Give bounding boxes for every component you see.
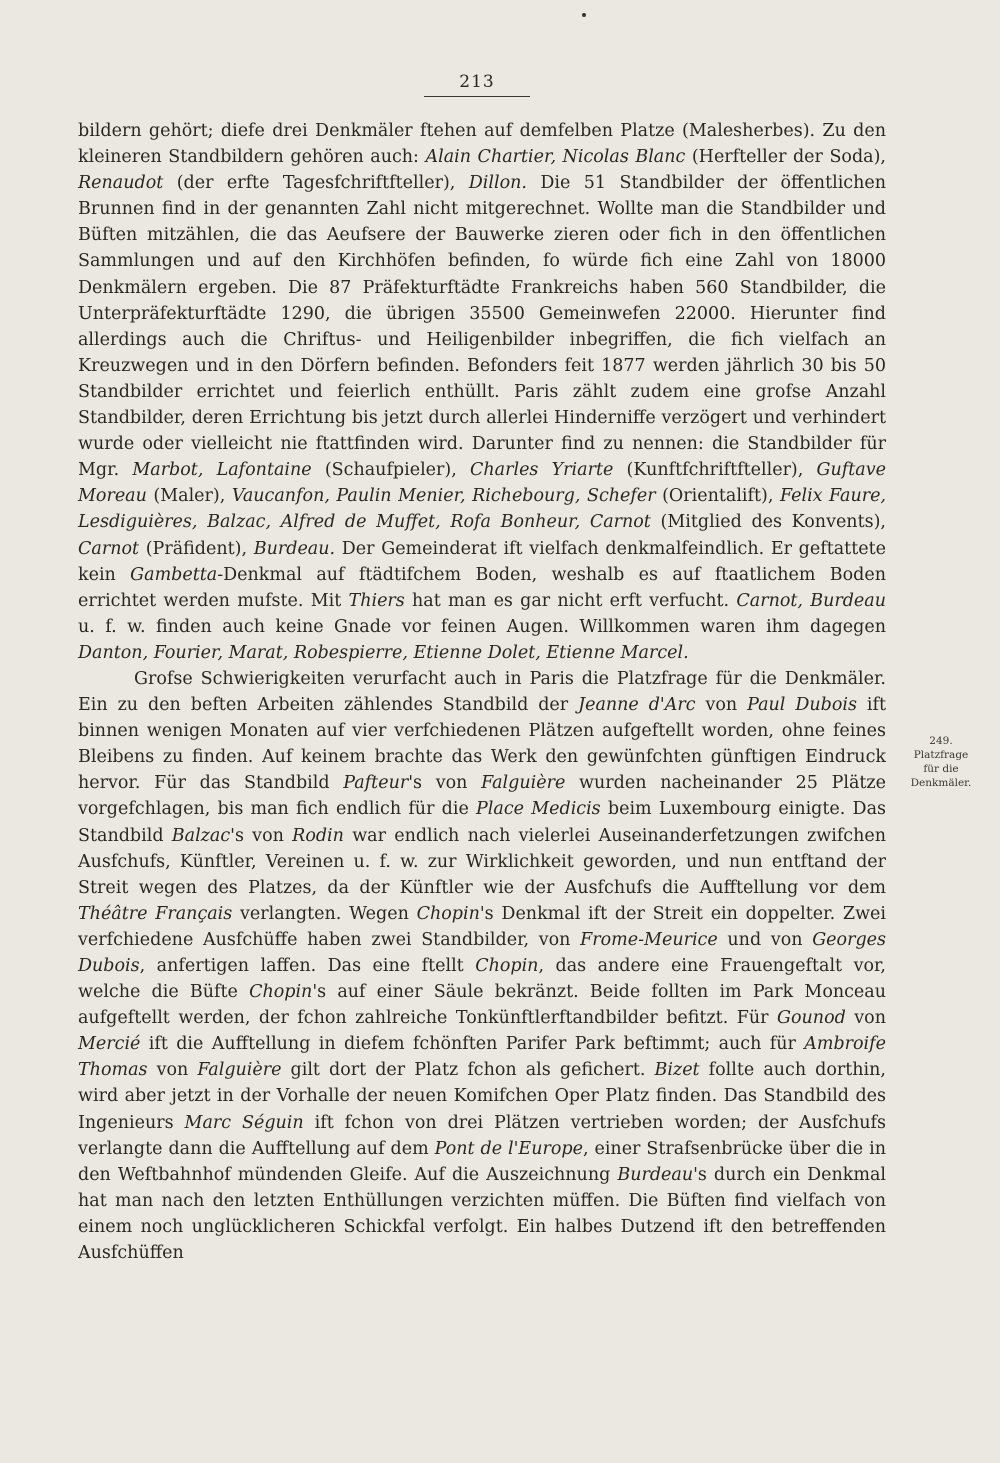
italic-name: Falguière xyxy=(481,773,566,794)
text-run: verlangten. Wegen xyxy=(232,903,417,924)
paragraph-2 xyxy=(78,666,886,1266)
italic-name: Dillon. xyxy=(468,173,527,194)
text-run: (Schaufpieler), xyxy=(311,460,471,481)
text-run: von xyxy=(845,1008,886,1029)
italic-name: Jeanne d'Arc xyxy=(578,695,696,716)
page-number: 213 xyxy=(459,72,495,92)
text-run: bildern gehört; diefe drei Denkmäler ftehen auf demfelben Platze (Malesherbes). Zu den kleineren Standbildern gehören auch: xyxy=(78,121,886,168)
marginal-note-number: 249. xyxy=(929,735,953,747)
italic-name: Chopin xyxy=(475,956,539,976)
text-run: (Mitglied des Konvents), xyxy=(650,512,886,533)
italic-name: Thiers xyxy=(348,590,405,611)
italic-name: Falguière xyxy=(197,1060,282,1081)
text-run: , das andere eine Frauengeftalt vor, welche die Büfte xyxy=(78,956,886,1003)
italic-name: Rodin xyxy=(292,825,344,846)
text-run: (Präfident), xyxy=(139,538,254,559)
italic-name: Alain Chartier, Nicolas Blanc xyxy=(425,147,686,168)
italic-name: Felix Faure, Lesdiguières, Balzac, Alfred de Muffet, Rofa Bonheur, Carnot xyxy=(78,486,886,533)
text-run: Grofse Schwierigkeiten verurfacht auch in Paris die Platzfrage für die Denkmäler. Ein zu den beften Arbeiten zählendes Standbild der xyxy=(78,668,886,716)
ink-dot xyxy=(582,13,586,17)
italic-name: Chopin xyxy=(249,982,313,1003)
page-number-rule xyxy=(424,96,530,97)
italic-name: Renaudot xyxy=(78,173,164,194)
text-run: follte auch dorthin, wird aber jetzt in der Vorhalle der neuen Komifchen Oper Platz finden. Das Standbild des Ingenieurs xyxy=(78,1060,886,1133)
italic-name: Carnot xyxy=(78,538,140,559)
text-run: gilt dort der Platz fchon als gefichert. xyxy=(281,1060,655,1081)
italic-name: Gounod xyxy=(777,1008,846,1029)
italic-name: Carnot, Burdeau xyxy=(736,590,886,611)
italic-name: Vaucanfon, Paulin Menier, Richebourg, Schefer xyxy=(231,486,656,507)
text-run: 's von xyxy=(230,825,293,846)
italic-name: Paul Dubois xyxy=(747,695,857,716)
text-run: (Kunftfchriftfteller), xyxy=(613,460,817,481)
marginal-note xyxy=(896,734,986,790)
italic-name: Danton, Fourier, Marat, Robespierre, Etienne Dolet, Etienne Marcel. xyxy=(78,642,689,663)
text-run: wurden nacheinander 25 Plätze vorgefchlagen, bis man fich endlich für die xyxy=(78,773,886,820)
text-run: (Maler), xyxy=(146,486,232,507)
italic-name: Théâtre Français xyxy=(78,903,233,924)
text-run: von xyxy=(695,695,748,716)
italic-name: Balzac xyxy=(171,825,231,846)
text-run: und von xyxy=(717,929,813,950)
text-run: 's von xyxy=(408,773,482,794)
text-run: Der Gemeinderat ift vielfach denkmalfeindlich. Er geftattete kein xyxy=(78,538,886,585)
italic-name: Frome-Meurice xyxy=(580,929,718,950)
italic-name: Mercié xyxy=(78,1034,141,1055)
italic-name: Charles Yriarte xyxy=(470,460,614,481)
text-run: (Orientalift), xyxy=(655,486,780,507)
italic-name: Pont de l'Europe xyxy=(434,1138,583,1159)
text-run: , anfertigen laffen. Das eine ftellt xyxy=(139,956,476,976)
italic-name: Marc Séguin xyxy=(184,1112,304,1133)
text-run: hat man es gar nicht erft verfucht. xyxy=(404,590,737,611)
text-run: u. f. w. finden auch keine Gnade vor feinen Augen. Willkommen waren ihm dagegen xyxy=(78,616,886,637)
italic-name: Marbot, Lafontaine xyxy=(132,460,312,481)
marginal-note-line: für die xyxy=(923,763,959,775)
italic-name: Burdeau. xyxy=(253,538,336,559)
italic-name: Georges Dubois xyxy=(78,929,886,976)
text-run: 's auf einer Säule bekränzt. Beide follten im Park Monceau aufgeftellt werden, der fchon zahlreiche Tonkünftlerftandbilder befitzt. Für xyxy=(78,982,886,1029)
text-run: ift die Aufftellung in diefem fchönften Parifer Park beftimmt; auch für xyxy=(140,1034,805,1055)
italic-name: Pafteur xyxy=(343,773,409,794)
text-run: war endlich nach vielerlei Auseinanderfetzungen zwifchen Ausfchufs, Künftler, Vereinen u. f. w. zur Wirklichkeit geworden, und nun entftand der Streit wegen des Platzes, da der Künftler wie der Ausfchufs die Aufftellung vor dem xyxy=(78,825,886,898)
paragraph-1 xyxy=(78,118,886,666)
text-run: von xyxy=(147,1060,198,1081)
marginal-note-line: Denkmäler. xyxy=(910,777,972,789)
italic-name: Place Medicis xyxy=(476,799,601,820)
text-run: -Denkmal auf ftädtifchem Boden, weshalb es auf ftaatlichem Boden errichtet werden mufste. Mit xyxy=(78,564,886,611)
text-run: (Herfteller der Soda), xyxy=(685,147,886,168)
text-run: beim Luxembourg einigte. Das Standbild xyxy=(78,799,886,846)
italic-name: Gambetta xyxy=(130,564,218,585)
text-run: 's Denkmal ift der Streit ein doppelter. Zwei verfchiedene Ausfchüffe haben zwei Standbilder, von xyxy=(78,903,886,950)
body-text xyxy=(78,118,886,1266)
text-run: Die 51 Standbilder der öffentlichen Brunnen find in der genannten Zahl nicht mitgerechnet. Wollte man die Standbilder und Büften mitzählen, die das Aeufsere der Bauwerke zieren oder fich in den öffentlichen Sammlungen und auf den Kirchhöfen befinden, fo würde fich eine Zahl von 18000 Denkmälern ergeben. Die 87 Präfekturftädte Frankreichs haben 560 Standbilder, die Unterpräfekturftädte 1290, die übrigen 35500 Gemeinwefen 22000. Hierunter find allerdings auch die Chriftus- und Heiligenbilder inbegriffen, die fich vielfach an Kreuzwegen und in den Dörfern befinden. Befonders feit 1877 werden jährlich 30 bis 50 Standbilder errichtet und feierlich enthüllt. Paris zählt zudem eine grofse Anzahl Standbilder, deren Errichtung bis jetzt durch allerlei Hinderniffe verzögert und verhindert wurde oder vielleicht nie ftattfinden wird. Darunter find zu nennen: die Standbilder für Mgr. xyxy=(78,173,886,481)
italic-name: Chopin xyxy=(416,903,480,924)
text-run: (der erfte Tagesfchriftfteller), xyxy=(163,173,469,194)
italic-name: Guftave Moreau xyxy=(78,460,886,507)
marginal-note-line: Platzfrage xyxy=(913,749,969,761)
italic-name: Burdeau xyxy=(617,1164,694,1185)
text-run: , einer Strafsenbrücke über die in den Weftbahnhof mündenden Gleife. Auf die Auszeichnung xyxy=(78,1138,886,1185)
italic-name: Bizet xyxy=(654,1060,700,1081)
text-run: ift binnen wenigen Monaten auf vier verfchiedenen Plätzen aufgeftellt worden, ohne feines Bleibens zu finden. Auf keinem brachte das Werk den gewünfchten günftigen Eindruck hervor. Für das Standbild xyxy=(78,695,886,794)
text-run: 's durch ein Denkmal hat man nach den letzten Enthüllungen verzichten müffen. Die Büften find vielfach von einem noch unglücklicheren Schickfal verfolgt. Ein halbes Dutzend ift den betreffenden Ausfchüffen xyxy=(78,1164,886,1264)
text-run: ift fchon von drei Plätzen vertrieben worden; der Ausfchufs verlangte dann die Aufftellung auf dem xyxy=(78,1112,886,1159)
italic-name: Ambroife Thomas xyxy=(78,1034,886,1081)
